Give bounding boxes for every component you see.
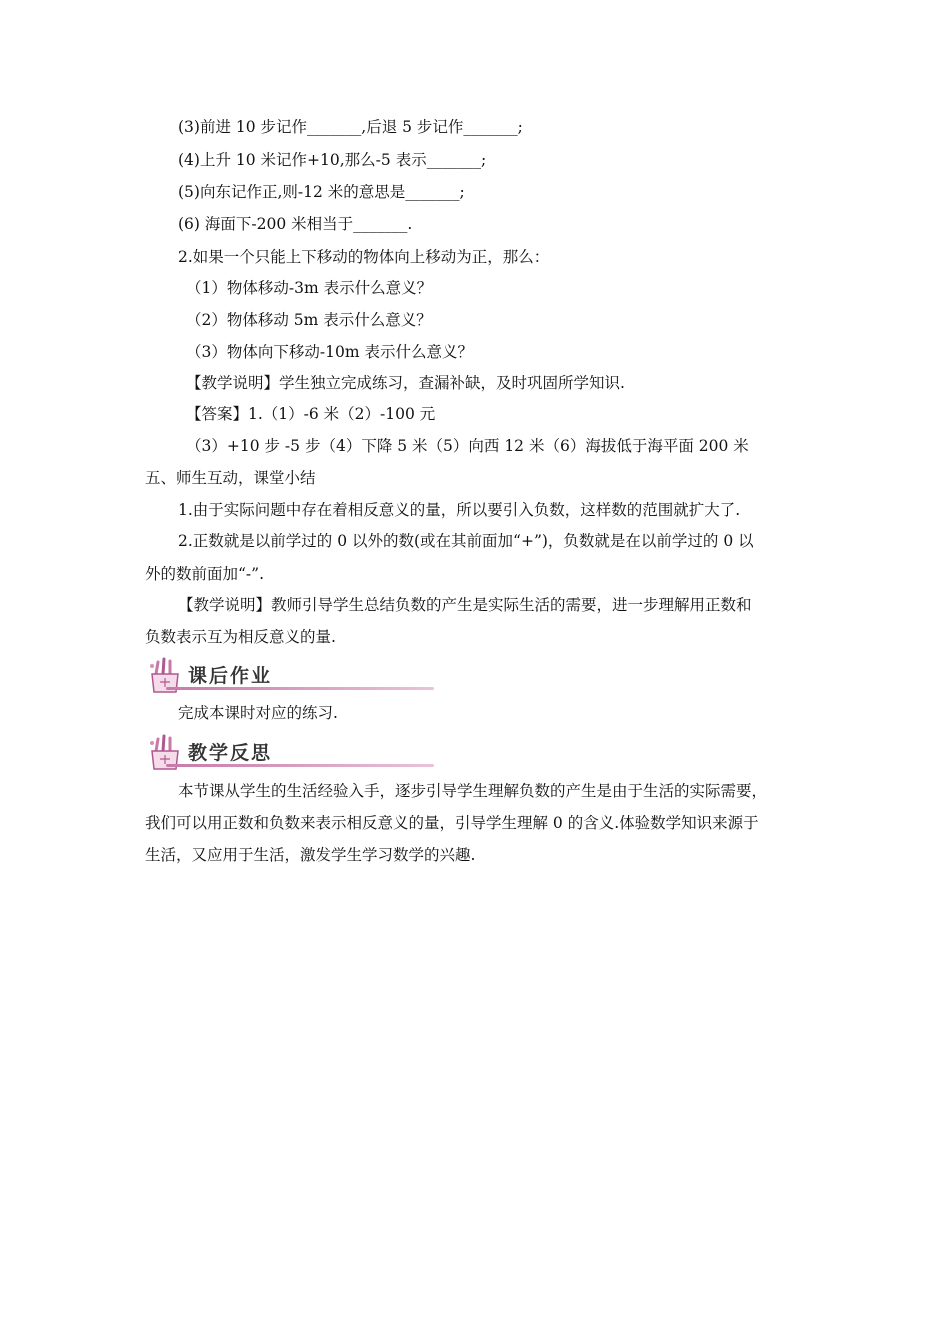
exercise-3: (3)前进 10 步记作_______,后退 5 步记作_______; xyxy=(178,118,523,136)
question-2-sub-2: （2）物体移动 5m 表示什么意义？ xyxy=(186,311,432,329)
answers-line-2: （3）+10 步 -5 步（4）下降 5 米（5）向西 12 米（6）海拔低于海平面 200 米 xyxy=(186,437,749,455)
pencil-cup-icon xyxy=(146,656,190,696)
reflection-line-1: 本节课从学生的生活经验入手，逐步引导学生理解负数的产生是由于生活的实际需要， xyxy=(178,782,768,800)
question-2-sub-3: （3）物体向下移动-10m 表示什么意义？ xyxy=(186,343,473,361)
section-5-heading: 五、师生互动，课堂小结 xyxy=(145,469,316,487)
exercise-6: (6) 海面下-200 米相当于_______. xyxy=(178,215,413,233)
teaching-note-1: 【教学说明】学生独立完成练习，查漏补缺，及时巩固所学知识. xyxy=(186,374,625,392)
reflection-banner xyxy=(146,733,296,773)
summary-point-1: 1.由于实际问题中存在着相反意义的量，所以要引入负数，这样数的范围就扩大了. xyxy=(178,501,741,519)
homework-text: 完成本课时对应的练习. xyxy=(178,704,338,722)
pencil-cup-icon xyxy=(146,733,190,773)
question-2-stem: 2.如果一个只能上下移动的物体向上移动为正，那么： xyxy=(178,248,550,266)
question-2-sub-1: （1）物体移动-3m 表示什么意义？ xyxy=(186,279,433,297)
reflection-line-3: 生活，又应用于生活，激发学生学习数学的兴趣. xyxy=(145,846,476,864)
teaching-note-2-cont: 负数表示互为相反意义的量. xyxy=(145,628,336,646)
exercise-4: (4)上升 10 米记作+10,那么-5 表示_______; xyxy=(178,151,487,169)
summary-point-2-cont: 外的数前面加“-”. xyxy=(145,565,265,583)
reflection-line-2: 我们可以用正数和负数来表示相反意义的量，引导学生理解 0 的含义.体验数学知识来源于 xyxy=(145,814,759,832)
homework-underline xyxy=(166,687,434,690)
teaching-note-2: 【教学说明】教师引导学生总结负数的产生是实际生活的需要，进一步理解用正数和 xyxy=(178,596,752,614)
exercise-5: (5)向东记作正,则-12 米的意思是_______; xyxy=(178,183,465,201)
reflection-underline xyxy=(166,764,434,767)
summary-point-2: 2.正数就是以前学过的 0 以外的数(或在其前面加“+”)，负数就是在以前学过的 0 以 xyxy=(178,532,754,550)
answers-line-1: 【答案】1.（1）-6 米（2）-100 元 xyxy=(186,405,436,423)
reflection-title: 教学反思 xyxy=(188,742,273,764)
homework-banner xyxy=(146,656,296,696)
homework-title: 课后作业 xyxy=(188,665,273,687)
